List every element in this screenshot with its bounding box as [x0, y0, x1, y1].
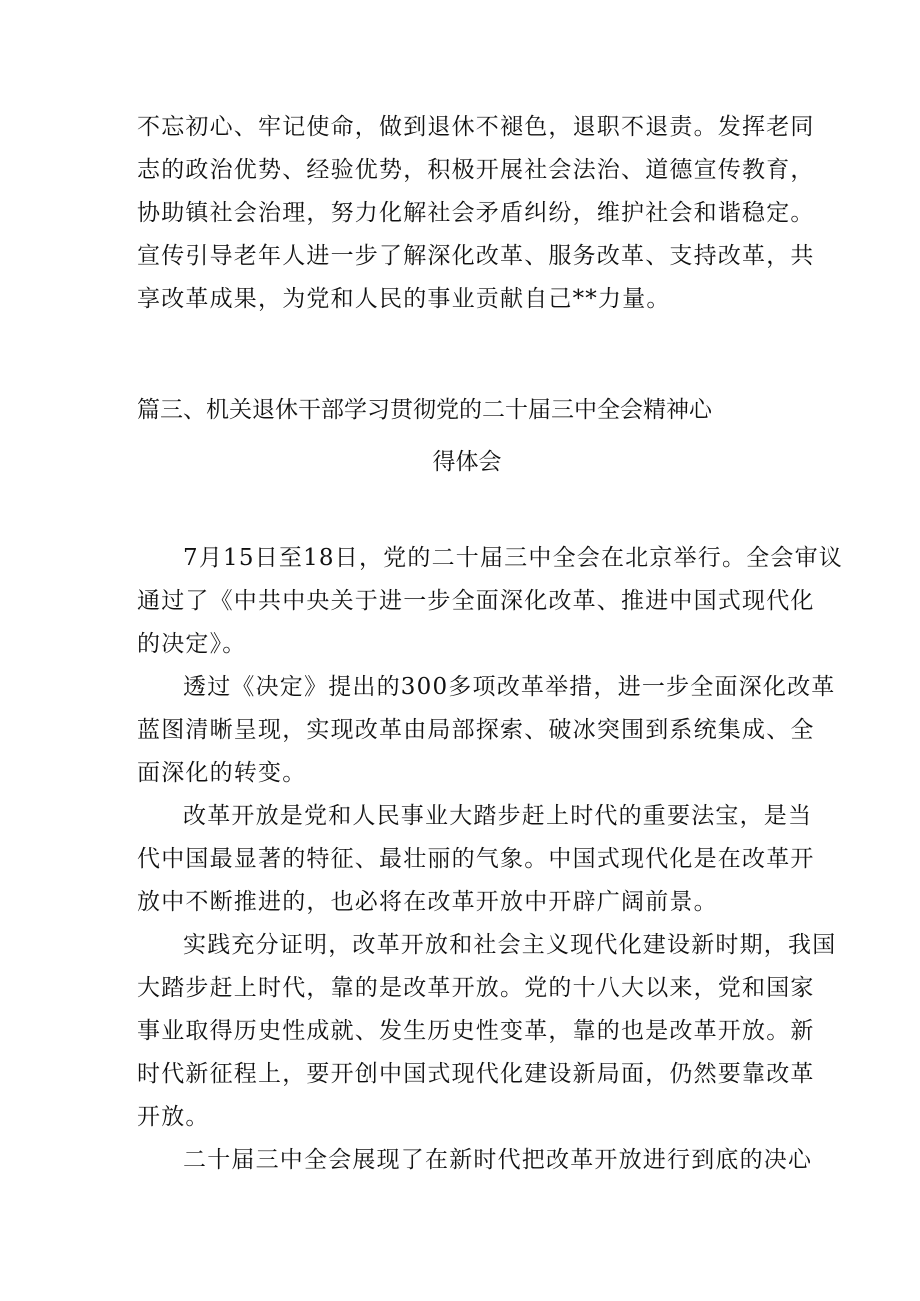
paragraph-line: 通过了《中共中央关于进一步全面深化改革、推进中国式现代化 — [137, 588, 815, 614]
body-paragraph-3 — [137, 795, 815, 924]
paragraph-line: 代中国最显著的特征、最壮丽的气象。中国式现代化是在改革开 — [137, 846, 815, 872]
top-paragraph — [137, 106, 815, 321]
paragraph-line: 的决定》。 — [137, 631, 247, 657]
body-paragraph-2 — [137, 666, 836, 795]
paragraph-line: 不忘初心、牢记使命，做到退休不褪色，退职不退责。发挥老同 — [137, 114, 815, 140]
paragraph-line: 协助镇社会治理，努力化解社会矛盾纠纷，维护社会和谐稳定。 — [137, 200, 815, 226]
paragraph-line: 面深化的转变。 — [137, 760, 307, 786]
body-paragraph-1 — [137, 537, 843, 666]
section-heading-line-1: 篇三、机关退休干部学习贯彻党的二十届三中全会精神心 — [137, 397, 712, 423]
paragraph-line: 时代新征程上，要开创中国式现代化建设新局面，仍然要靠改革 — [137, 1061, 815, 1087]
body-paragraphs — [137, 537, 843, 1182]
paragraph-line: 享改革成果，为党和人民的事业贡献自己**力量。 — [137, 286, 671, 312]
paragraph-line: 7月15日至18日，党的二十届三中全会在北京举行。全会审议 — [183, 545, 843, 571]
paragraph-line: 透过《决定》提出的300多项改革举措，进一步全面深化改革 — [183, 674, 836, 700]
paragraph-line: 宣传引导老年人进一步了解深化改革、服务改革、支持改革，共 — [137, 243, 815, 269]
body-paragraph-5 — [137, 1139, 813, 1182]
paragraph-line: 开放。 — [137, 1104, 210, 1130]
body-paragraph-4 — [137, 924, 837, 1139]
paragraph-line: 蓝图清晰呈现，实现改革由局部探索、破冰突围到系统集成、全 — [137, 717, 815, 743]
paragraph-line: 大踏步赶上时代，靠的是改革开放。党的十八大以来，党和国家 — [137, 975, 815, 1001]
paragraph-line: 放中不断推进的，也必将在改革开放中开辟广阔前景。 — [137, 889, 718, 915]
section-heading-line-2: 得体会 — [432, 449, 502, 475]
paragraph-line: 实践充分证明，改革开放和社会主义现代化建设新时期，我国 — [183, 932, 837, 958]
paragraph-line: 事业取得历史性成就、发生历史性变革，靠的也是改革开放。新 — [137, 1018, 815, 1044]
paragraph-line: 改革开放是党和人民事业大踏步赶上时代的重要法宝，是当 — [183, 803, 813, 829]
paragraph-line: 志的政治优势、经验优势，积极开展社会法治、道德宣传教育， — [137, 157, 815, 183]
paragraph-line: 二十届三中全会展现了在新时代把改革开放进行到底的决心 — [183, 1147, 813, 1173]
